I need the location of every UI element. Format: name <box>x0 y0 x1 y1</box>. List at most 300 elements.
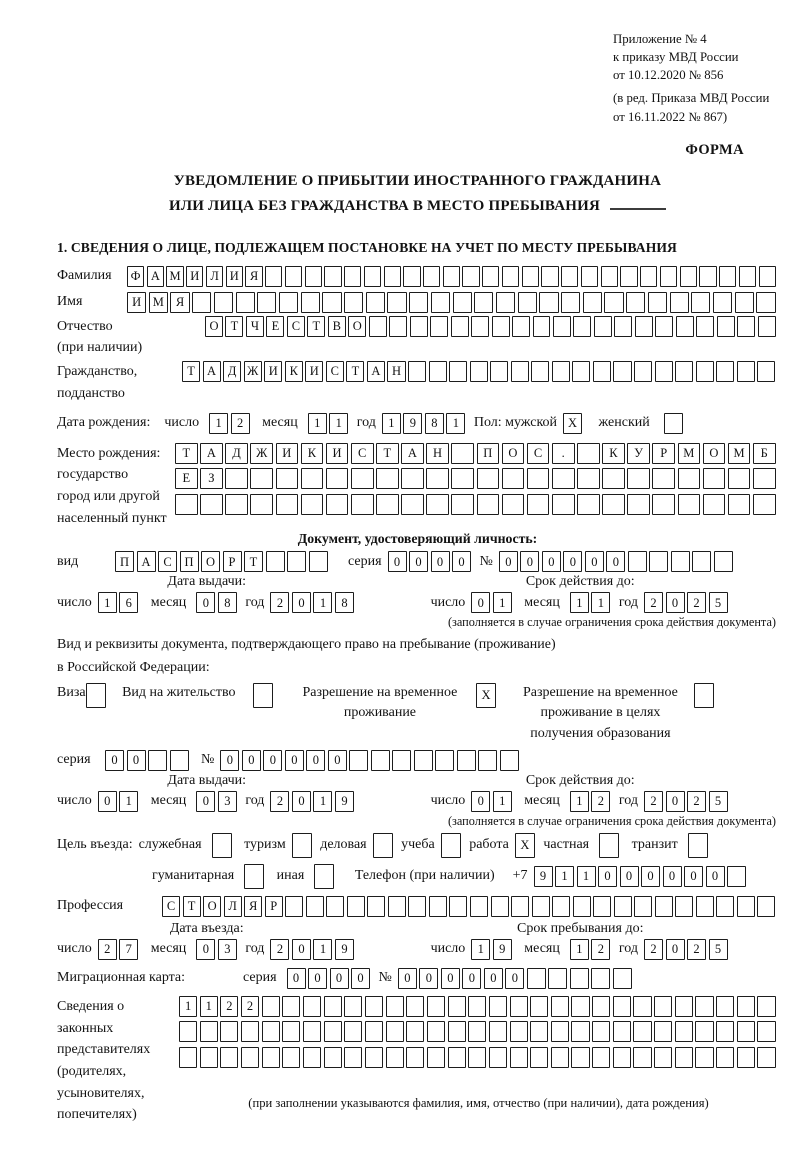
char-cell[interactable] <box>696 316 714 337</box>
char-cell[interactable] <box>633 1021 651 1042</box>
char-cell[interactable]: 2 <box>644 791 663 812</box>
purpose-official-checkbox[interactable] <box>212 833 235 858</box>
char-cell[interactable] <box>737 316 755 337</box>
char-cell[interactable] <box>633 1047 651 1068</box>
char-cell[interactable]: 2 <box>231 413 250 434</box>
char-cell[interactable] <box>303 996 321 1017</box>
char-cell[interactable] <box>737 1047 755 1068</box>
char-cell[interactable]: Т <box>183 896 201 917</box>
char-cell[interactable] <box>502 468 525 489</box>
char-cell[interactable]: 0 <box>292 791 311 812</box>
char-cell[interactable] <box>441 833 461 858</box>
char-cell[interactable] <box>678 468 701 489</box>
char-cell[interactable] <box>285 896 303 917</box>
char-cell[interactable] <box>148 750 167 771</box>
char-cell[interactable] <box>703 494 726 515</box>
char-cell[interactable] <box>468 1021 486 1042</box>
char-cell[interactable] <box>614 896 632 917</box>
char-cell[interactable]: 2 <box>687 939 706 960</box>
char-cell[interactable] <box>477 468 500 489</box>
char-cell[interactable]: 1 <box>570 939 589 960</box>
char-cell[interactable] <box>527 968 546 989</box>
char-cell[interactable]: А <box>200 443 223 464</box>
char-cell[interactable] <box>449 896 467 917</box>
char-cell[interactable] <box>305 266 322 287</box>
char-cell[interactable] <box>652 494 675 515</box>
char-cell[interactable]: 2 <box>270 939 289 960</box>
char-cell[interactable] <box>386 1047 404 1068</box>
char-cell[interactable] <box>496 292 515 313</box>
char-cell[interactable] <box>675 361 693 382</box>
char-cell[interactable]: 1 <box>98 592 117 613</box>
char-cell[interactable]: 1 <box>200 996 218 1017</box>
char-cell[interactable] <box>530 996 548 1017</box>
char-cell[interactable] <box>539 292 558 313</box>
char-cell[interactable]: О <box>203 896 221 917</box>
char-cell[interactable] <box>552 468 575 489</box>
char-cell[interactable] <box>392 750 411 771</box>
char-cell[interactable]: Ч <box>246 316 264 337</box>
char-cell[interactable]: 0 <box>196 939 215 960</box>
char-cell[interactable] <box>489 1047 507 1068</box>
char-cell[interactable] <box>200 1021 218 1042</box>
char-cell[interactable] <box>527 494 550 515</box>
char-cell[interactable]: 0 <box>471 791 490 812</box>
char-cell[interactable]: 0 <box>563 551 582 572</box>
char-cell[interactable] <box>200 494 223 515</box>
char-cell[interactable] <box>649 551 668 572</box>
char-cell[interactable]: 1 <box>591 592 610 613</box>
char-cell[interactable] <box>552 361 570 382</box>
char-cell[interactable] <box>696 361 714 382</box>
char-cell[interactable] <box>571 996 589 1017</box>
char-cell[interactable]: 1 <box>209 413 228 434</box>
char-cell[interactable]: М <box>166 266 183 287</box>
char-cell[interactable] <box>326 896 344 917</box>
char-cell[interactable] <box>634 896 652 917</box>
char-cell[interactable] <box>613 361 631 382</box>
char-cell[interactable] <box>285 266 302 287</box>
char-cell[interactable] <box>477 494 500 515</box>
char-cell[interactable] <box>532 896 550 917</box>
char-cell[interactable] <box>655 361 673 382</box>
char-cell[interactable] <box>561 266 578 287</box>
char-cell[interactable] <box>671 551 690 572</box>
char-cell[interactable]: А <box>147 266 164 287</box>
char-cell[interactable] <box>301 292 320 313</box>
sex-male-checkbox[interactable] <box>563 413 585 434</box>
char-cell[interactable] <box>373 833 393 858</box>
char-cell[interactable] <box>737 361 755 382</box>
char-cell[interactable] <box>309 551 328 572</box>
char-cell[interactable]: 9 <box>403 413 422 434</box>
char-cell[interactable] <box>468 996 486 1017</box>
char-cell[interactable]: 0 <box>306 750 325 771</box>
char-cell[interactable] <box>613 968 632 989</box>
char-cell[interactable]: 0 <box>452 551 471 572</box>
char-cell[interactable] <box>322 292 341 313</box>
char-cell[interactable]: 1 <box>493 592 512 613</box>
char-cell[interactable]: 0 <box>441 968 460 989</box>
char-cell[interactable] <box>426 494 449 515</box>
visa-checkbox[interactable] <box>86 683 109 708</box>
char-cell[interactable]: Е <box>175 468 198 489</box>
char-cell[interactable] <box>262 1021 280 1042</box>
char-cell[interactable]: 0 <box>663 866 682 887</box>
char-cell[interactable]: 1 <box>313 592 332 613</box>
char-cell[interactable] <box>482 266 499 287</box>
char-cell[interactable] <box>431 292 450 313</box>
char-cell[interactable]: Е <box>266 316 284 337</box>
char-cell[interactable] <box>443 266 460 287</box>
char-cell[interactable] <box>592 996 610 1017</box>
char-cell[interactable] <box>510 1021 528 1042</box>
char-cell[interactable]: 8 <box>335 592 354 613</box>
char-cell[interactable] <box>648 292 667 313</box>
char-cell[interactable]: 9 <box>534 866 553 887</box>
char-cell[interactable]: 2 <box>591 939 610 960</box>
char-cell[interactable] <box>654 1047 672 1068</box>
char-cell[interactable]: 0 <box>419 968 438 989</box>
char-cell[interactable]: В <box>328 316 346 337</box>
char-cell[interactable] <box>179 1021 197 1042</box>
char-cell[interactable] <box>401 468 424 489</box>
char-cell[interactable]: П <box>477 443 500 464</box>
char-cell[interactable]: 1 <box>570 791 589 812</box>
char-cell[interactable]: 0 <box>263 750 282 771</box>
char-cell[interactable] <box>406 996 424 1017</box>
char-cell[interactable] <box>604 292 623 313</box>
char-cell[interactable] <box>613 996 631 1017</box>
char-cell[interactable] <box>451 494 474 515</box>
char-cell[interactable] <box>675 996 693 1017</box>
char-cell[interactable] <box>680 266 697 287</box>
char-cell[interactable] <box>601 266 618 287</box>
char-cell[interactable] <box>220 1047 238 1068</box>
char-cell[interactable] <box>592 1021 610 1042</box>
char-cell[interactable] <box>365 1021 383 1042</box>
char-cell[interactable] <box>430 316 448 337</box>
char-cell[interactable] <box>735 292 754 313</box>
char-cell[interactable]: 0 <box>388 551 407 572</box>
char-cell[interactable]: 1 <box>313 939 332 960</box>
char-cell[interactable] <box>593 361 611 382</box>
char-cell[interactable] <box>510 996 528 1017</box>
char-cell[interactable] <box>675 1047 693 1068</box>
char-cell[interactable] <box>694 683 714 708</box>
char-cell[interactable] <box>714 551 733 572</box>
char-cell[interactable] <box>301 494 324 515</box>
char-cell[interactable] <box>716 361 734 382</box>
char-cell[interactable]: Б <box>753 443 776 464</box>
char-cell[interactable]: 2 <box>270 592 289 613</box>
char-cell[interactable] <box>716 996 734 1017</box>
char-cell[interactable] <box>757 1021 775 1042</box>
char-cell[interactable] <box>655 896 673 917</box>
char-cell[interactable]: Д <box>223 361 241 382</box>
char-cell[interactable] <box>448 1047 466 1068</box>
char-cell[interactable] <box>403 266 420 287</box>
char-cell[interactable] <box>244 864 264 889</box>
char-cell[interactable]: 0 <box>606 551 625 572</box>
char-cell[interactable]: 0 <box>499 551 518 572</box>
char-cell[interactable]: К <box>602 443 625 464</box>
char-cell[interactable] <box>593 896 611 917</box>
char-cell[interactable] <box>287 551 306 572</box>
char-cell[interactable] <box>344 1047 362 1068</box>
char-cell[interactable]: Р <box>265 896 283 917</box>
char-cell[interactable]: Д <box>225 443 248 464</box>
char-cell[interactable] <box>655 316 673 337</box>
char-cell[interactable] <box>602 494 625 515</box>
char-cell[interactable] <box>376 494 399 515</box>
char-cell[interactable] <box>510 1047 528 1068</box>
char-cell[interactable] <box>675 1021 693 1042</box>
char-cell[interactable]: У <box>627 443 650 464</box>
char-cell[interactable] <box>266 551 285 572</box>
char-cell[interactable] <box>688 833 708 858</box>
char-cell[interactable] <box>757 361 775 382</box>
char-cell[interactable] <box>602 468 625 489</box>
char-cell[interactable]: С <box>351 443 374 464</box>
char-cell[interactable]: С <box>158 551 177 572</box>
char-cell[interactable] <box>581 266 598 287</box>
char-cell[interactable] <box>633 996 651 1017</box>
char-cell[interactable]: О <box>348 316 366 337</box>
char-cell[interactable] <box>583 292 602 313</box>
purpose-study-checkbox[interactable] <box>441 833 464 858</box>
char-cell[interactable]: 0 <box>220 750 239 771</box>
char-cell[interactable]: А <box>367 361 385 382</box>
char-cell[interactable]: 0 <box>105 750 124 771</box>
char-cell[interactable]: 1 <box>313 791 332 812</box>
char-cell[interactable] <box>387 292 406 313</box>
char-cell[interactable] <box>571 1021 589 1042</box>
char-cell[interactable] <box>212 833 232 858</box>
char-cell[interactable]: 2 <box>644 592 663 613</box>
char-cell[interactable] <box>719 266 736 287</box>
char-cell[interactable] <box>530 1047 548 1068</box>
char-cell[interactable]: 2 <box>591 791 610 812</box>
char-cell[interactable] <box>427 1021 445 1042</box>
char-cell[interactable]: 0 <box>292 592 311 613</box>
char-cell[interactable]: . <box>552 443 575 464</box>
char-cell[interactable]: 0 <box>462 968 481 989</box>
char-cell[interactable]: 0 <box>520 551 539 572</box>
char-cell[interactable] <box>490 361 508 382</box>
char-cell[interactable]: 8 <box>218 592 237 613</box>
char-cell[interactable] <box>527 468 550 489</box>
char-cell[interactable]: 0 <box>666 939 685 960</box>
char-cell[interactable] <box>200 1047 218 1068</box>
char-cell[interactable]: 0 <box>666 592 685 613</box>
char-cell[interactable]: X <box>563 413 582 434</box>
char-cell[interactable] <box>500 750 519 771</box>
char-cell[interactable] <box>640 266 657 287</box>
char-cell[interactable] <box>86 683 106 708</box>
char-cell[interactable] <box>489 996 507 1017</box>
char-cell[interactable] <box>652 468 675 489</box>
char-cell[interactable]: П <box>180 551 199 572</box>
char-cell[interactable] <box>758 316 776 337</box>
char-cell[interactable] <box>457 750 476 771</box>
char-cell[interactable] <box>241 1047 259 1068</box>
char-cell[interactable]: И <box>305 361 323 382</box>
char-cell[interactable]: 5 <box>709 939 728 960</box>
char-cell[interactable] <box>541 266 558 287</box>
char-cell[interactable] <box>326 468 349 489</box>
char-cell[interactable]: О <box>703 443 726 464</box>
char-cell[interactable] <box>282 1047 300 1068</box>
char-cell[interactable]: Я <box>245 266 262 287</box>
char-cell[interactable]: X <box>515 833 535 858</box>
char-cell[interactable] <box>423 266 440 287</box>
char-cell[interactable]: Т <box>376 443 399 464</box>
char-cell[interactable] <box>739 266 756 287</box>
char-cell[interactable] <box>429 361 447 382</box>
char-cell[interactable] <box>367 896 385 917</box>
char-cell[interactable] <box>192 292 211 313</box>
char-cell[interactable] <box>627 468 650 489</box>
char-cell[interactable] <box>757 896 775 917</box>
char-cell[interactable]: 0 <box>398 968 417 989</box>
char-cell[interactable] <box>717 316 735 337</box>
phone-cells[interactable] <box>534 866 749 887</box>
char-cell[interactable] <box>262 996 280 1017</box>
char-cell[interactable] <box>349 750 368 771</box>
char-cell[interactable] <box>676 316 694 337</box>
char-cell[interactable]: И <box>127 292 146 313</box>
char-cell[interactable] <box>406 1021 424 1042</box>
char-cell[interactable]: X <box>476 683 496 708</box>
char-cell[interactable] <box>265 266 282 287</box>
char-cell[interactable] <box>502 494 525 515</box>
char-cell[interactable] <box>257 292 276 313</box>
char-cell[interactable]: 1 <box>446 413 465 434</box>
char-cell[interactable] <box>462 266 479 287</box>
char-cell[interactable]: 1 <box>382 413 401 434</box>
char-cell[interactable]: 5 <box>709 791 728 812</box>
char-cell[interactable] <box>292 833 312 858</box>
purpose-work-checkbox[interactable] <box>515 833 538 858</box>
char-cell[interactable]: 0 <box>242 750 261 771</box>
char-cell[interactable] <box>756 292 775 313</box>
char-cell[interactable] <box>262 1047 280 1068</box>
char-cell[interactable] <box>408 361 426 382</box>
char-cell[interactable] <box>429 896 447 917</box>
char-cell[interactable] <box>435 750 454 771</box>
char-cell[interactable]: 1 <box>570 592 589 613</box>
sex-female-checkbox[interactable] <box>664 413 686 434</box>
char-cell[interactable]: 0 <box>706 866 725 887</box>
char-cell[interactable] <box>282 996 300 1017</box>
char-cell[interactable]: 0 <box>666 791 685 812</box>
purpose-business-checkbox[interactable] <box>373 833 396 858</box>
char-cell[interactable] <box>728 468 751 489</box>
char-cell[interactable] <box>551 1047 569 1068</box>
char-cell[interactable]: 0 <box>431 551 450 572</box>
char-cell[interactable] <box>577 494 600 515</box>
char-cell[interactable] <box>468 1047 486 1068</box>
char-cell[interactable]: 0 <box>598 866 617 887</box>
char-cell[interactable]: Я <box>170 292 189 313</box>
char-cell[interactable]: Ж <box>250 443 273 464</box>
char-cell[interactable] <box>306 896 324 917</box>
char-cell[interactable] <box>314 864 334 889</box>
char-cell[interactable] <box>401 494 424 515</box>
char-cell[interactable] <box>250 494 273 515</box>
char-cell[interactable]: А <box>137 551 156 572</box>
char-cell[interactable]: 2 <box>687 592 706 613</box>
char-cell[interactable]: 1 <box>555 866 574 887</box>
char-cell[interactable]: 1 <box>577 866 596 887</box>
char-cell[interactable] <box>522 266 539 287</box>
char-cell[interactable] <box>279 292 298 313</box>
char-cell[interactable]: 8 <box>425 413 444 434</box>
char-cell[interactable] <box>511 361 529 382</box>
char-cell[interactable]: А <box>401 443 424 464</box>
char-cell[interactable] <box>757 1047 775 1068</box>
char-cell[interactable]: 0 <box>505 968 524 989</box>
edu-permit-checkbox[interactable] <box>694 683 717 708</box>
char-cell[interactable]: 0 <box>285 750 304 771</box>
char-cell[interactable] <box>753 468 776 489</box>
char-cell[interactable] <box>654 996 672 1017</box>
char-cell[interactable]: 0 <box>641 866 660 887</box>
char-cell[interactable]: С <box>527 443 550 464</box>
char-cell[interactable] <box>448 1021 466 1042</box>
char-cell[interactable] <box>591 968 610 989</box>
char-cell[interactable] <box>449 361 467 382</box>
char-cell[interactable] <box>451 468 474 489</box>
char-cell[interactable] <box>695 1047 713 1068</box>
char-cell[interactable] <box>573 316 591 337</box>
char-cell[interactable] <box>426 468 449 489</box>
char-cell[interactable]: С <box>162 896 180 917</box>
char-cell[interactable]: Р <box>652 443 675 464</box>
char-cell[interactable] <box>692 551 711 572</box>
char-cell[interactable] <box>371 750 390 771</box>
char-cell[interactable]: 5 <box>709 592 728 613</box>
char-cell[interactable]: 2 <box>687 791 706 812</box>
char-cell[interactable] <box>427 1047 445 1068</box>
char-cell[interactable] <box>303 1047 321 1068</box>
char-cell[interactable] <box>478 750 497 771</box>
char-cell[interactable] <box>344 1021 362 1042</box>
char-cell[interactable] <box>170 750 189 771</box>
char-cell[interactable] <box>470 896 488 917</box>
char-cell[interactable] <box>474 292 493 313</box>
char-cell[interactable] <box>753 494 776 515</box>
char-cell[interactable]: Я <box>244 896 262 917</box>
char-cell[interactable] <box>491 896 509 917</box>
char-cell[interactable] <box>551 996 569 1017</box>
char-cell[interactable] <box>406 1047 424 1068</box>
char-cell[interactable] <box>511 896 529 917</box>
char-cell[interactable] <box>376 468 399 489</box>
char-cell[interactable]: М <box>728 443 751 464</box>
char-cell[interactable] <box>561 292 580 313</box>
char-cell[interactable]: Т <box>346 361 364 382</box>
char-cell[interactable]: З <box>200 468 223 489</box>
char-cell[interactable] <box>577 443 600 464</box>
char-cell[interactable] <box>386 996 404 1017</box>
char-cell[interactable]: 0 <box>308 968 327 989</box>
char-cell[interactable] <box>678 494 701 515</box>
char-cell[interactable] <box>389 316 407 337</box>
char-cell[interactable] <box>620 266 637 287</box>
char-cell[interactable]: 0 <box>351 968 370 989</box>
